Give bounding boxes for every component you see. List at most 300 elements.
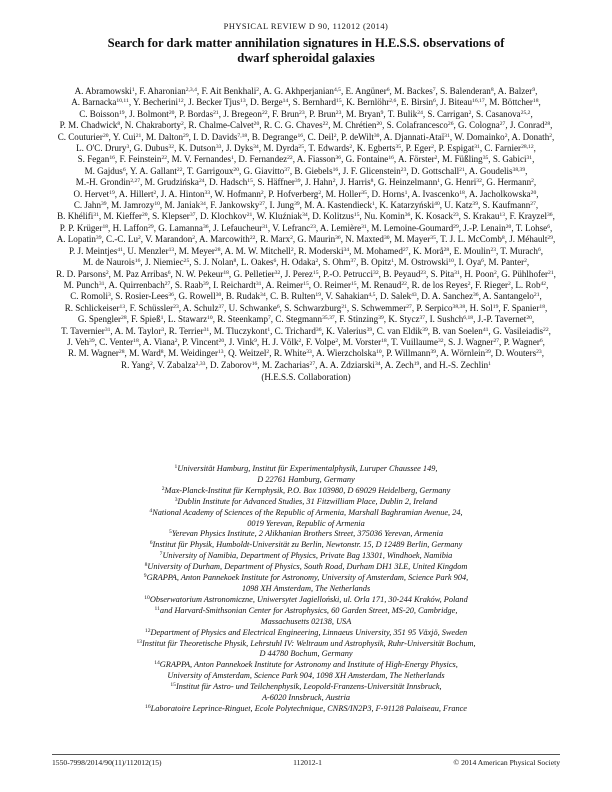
author-name-text: A. Zech [384,359,414,370]
author-name [65,303,125,313]
author-name-text: A. Quirrenbach [108,279,165,290]
author-name-text: M. Gajdus [84,165,123,176]
author-affiliation-mark: 18 [459,189,465,196]
author-affiliation-mark: 37 [284,166,290,173]
author-affiliation-mark: 3 [161,326,165,333]
author-name [515,280,546,290]
author-name-text: T. Garrigoux [186,165,234,176]
author-affiliation-mark: 31 [98,280,105,287]
author-affiliation-mark: 6 [433,98,436,105]
author-affiliation-mark: 20 [376,121,383,128]
author-affiliation-mark: 33 [204,189,211,196]
author-name [345,234,389,244]
author-name-text: F. Rieger [475,279,509,290]
affiliation-line [96,639,516,650]
author-affiliation-mark: 19 [109,189,115,196]
author-name [493,326,549,336]
author-name-text: N. Chakraborty [124,120,182,131]
affiliation-text: Laboratoire Leprince-Ringuet, Ecole Polytechnique, CNRS/IN2P3, F-91128 Palaiseau, France [150,703,467,713]
author-name-text: V. Lefranc [272,222,311,233]
author-affiliation-mark: 36 [546,212,553,219]
author-name [250,97,288,107]
author-name-text: P. Eger [405,143,432,154]
author-name [73,189,114,199]
author-affiliation-mark: 33 [306,349,312,356]
author-name [213,223,268,233]
affiliation-text: Yerevan Physics Institute, 2 Alikhanian Brothers Street, 375036 Yerevan, Armenia [171,529,443,539]
author-name-text: P. J. Meintjes [69,245,118,256]
author-name-text: A. Santangelo [482,291,534,302]
author-affiliation-mark: 6 [481,258,484,265]
author-name [333,120,382,130]
author-name-text: S. Fegan [77,154,110,165]
author-affiliation-mark: 10 [207,315,213,322]
author-name [143,337,178,347]
author-affiliation-mark: 36 [335,235,341,242]
author-name [187,166,239,176]
author-affiliation-mark: 2 [431,144,435,151]
author-name [85,166,126,176]
author-name-text: P. deWilt [341,131,374,142]
author-affiliation-mark: 18 [102,223,109,230]
author-name [175,280,209,290]
author-affiliation-mark: 30 [373,132,380,139]
author-affiliation-mark: 35,37 [322,315,335,322]
affiliation-line [96,693,516,704]
author-name-text: G. Fontaine [345,154,389,165]
author-name [74,200,107,210]
author-affiliation-mark: 20 [218,337,225,344]
author-name-text: D. A. Sanchez [421,291,473,302]
author-affiliation-mark: 2 [290,235,293,242]
author-affiliation-mark: 36 [202,223,209,230]
author-name-text: M. Dyrda [263,143,299,154]
author-name [388,314,425,324]
author-name [512,132,553,142]
author-name [129,348,164,358]
author-name-text: S. Kaufmann [482,200,531,211]
author-name-text: A. Reimer [265,279,304,290]
author-affiliation-mark: 2 [335,337,339,344]
author-name [391,337,443,347]
author-name [469,166,525,176]
author-affiliation-mark: 22 [249,235,256,242]
author-name-text: D. Berge [250,97,283,108]
author-name-text: G. Hermann [486,177,532,188]
author-name-text: M. Paz Arribas [113,268,168,279]
author-affiliation-mark: 30 [383,235,390,242]
affiliation-text: National Academy of Sciences of the Republic of Armenia, Marshall Baghramian Avenue, 24, [152,507,463,517]
author-name [229,337,257,347]
author-name [217,314,271,324]
author-name-text: Nu. Komin [364,211,405,222]
affiliation-number: 1 [174,464,178,470]
author-affiliation-mark: 31 [255,280,262,287]
author-affiliation-mark: 2 [524,258,527,265]
author-name [257,177,300,187]
author-affiliation-mark: 34 [200,201,206,208]
author-name-text: L. Oakes [240,257,274,268]
author-affiliation-mark: 15 [312,269,319,276]
author-affiliation-mark: 2 [174,337,178,344]
author-name [226,291,266,301]
author-affiliation-mark: 16 [134,258,141,265]
author-name [179,291,222,301]
author-affiliation-mark: 4,5 [368,292,376,299]
author-affiliation-mark: 1 [437,178,441,185]
author-affiliation-mark: 18 [133,337,139,344]
author-name [394,234,436,244]
author-name [346,86,390,96]
author-name [364,211,410,221]
author-name-text: J. Dyks [225,143,254,154]
author-name-text: A. Donath [511,131,550,142]
author-affiliation-mark: 39 [378,315,384,322]
author-name [199,234,255,244]
author-affiliation-mark: 34 [260,292,266,299]
author-name [188,120,259,130]
author-name [238,154,292,164]
author-affiliation-mark: 28,12 [521,144,534,151]
author-name [257,211,308,221]
author-name [76,177,140,187]
author-affiliation-mark: 34 [253,144,259,151]
author-name [361,280,407,290]
author-name-text: S. Pita [430,268,455,279]
author-affiliation-mark: 10 [448,258,454,265]
author-affiliation-mark: 16 [251,360,258,367]
author-affiliation-mark: 27 [164,280,171,287]
affiliation-line [96,682,516,693]
author-name [476,109,531,119]
author-name [114,326,164,336]
affiliation-text: GRAPPA, Anton Pannekoek Institute for Astronomy and Institute of High-Energy Physics, [159,660,458,670]
author-affiliation-mark: 35 [361,189,367,196]
author-name [262,360,315,370]
author-name [308,132,337,142]
author-affiliation-mark: 6 [273,258,277,265]
author-names: A. Abramowski$^1$, F. Aharonian$^{2,3,4}$, F. Ait Benkhali$^2$, A. G. Akhperjanian$^{4,5}$, E. Angüner$^6$, M. Backes$^7$, S. Balenderan$^8$, A. Balzer$^9$, A. Barnacka$^{10,11}$, Y. Becherini$^{12}$, J. Becker Tjus$^{13}$, D. Berge$^{14}$, S. Bernhard$^{15}$, K. Bernlöhr$^{2,6}$, E. Birsin$^6$, J. Biteau$^{16,17}$, M. Böttcher$^{18}$, C. Boisson$^{19}$, J. Bolmont$^{20}$, P. Bordas$^{21}$, J. Bregeon$^{22}$, F. Brun$^{23}$, P. Brun$^{23}$, M. Bryan$^9$, T. Bulik$^{24}$, S. Carrigan$^2$, S. Casanova$^{25,2}$, P. M. Chadwick$^8$, N. Chakraborty$^2$, R. Chalme-Calvet$^{20}$, R. C. G. Chaves$^{22}$, M. Chrétien$^{20}$, S. Colafrancesco$^{26}$, G. Cologna$^{27}$, J. Conrad$^{28}$, C. Couturier$^{20}$, Y. Cui$^{21}$, M. Dalton$^{29}$, I. D. Davids$^{7,18}$, B. Degrange$^{16}$, C. Deil$^2$, P. deWilt$^{30}$, A. Djannati-Ataï$^{31}$, W. Domainko$^2$, A. Donath$^2$, L. O'C. Drury$^3$, G. Dubus$^{32}$, K. Dutson$^{33}$, J. Dyks$^{34}$, M. Dyrda$^{25}$, T. Edwards$^2$, K. Egberts$^{35}$, P. Eger$^2$, P. Espigat$^{31}$, C. Farnier$^{28,12}$, S. Fegan$^{16}$, F. Feinstein$^{22}$, M. V. Fernandes$^1$, D. Fernandez$^{22}$, A. Fiasson$^{36}$, G. Fontaine$^{16}$, A. Förster$^2$, M. Füßling$^{35}$, S. Gabici$^{31}$, M. Gajdus$^6$, Y. A. Gallant$^{22}$, T. Garrigoux$^{20}$, G. Giavitto$^{37}$, B. Giebels$^{16}$, J. F. Glicenstein$^{23}$, D. Gottschall$^{21}$, A. Goudelis$^{38,39}$, M.-H. Grondin$^{2,27}$, M. Grudzińska$^{24}$, D. Hadsch$^{15}$, S. Häffner$^{39}$, J. Hahn$^2$, J. Harris$^8$, G. Heinzelmann$^1$, G. Henri$^{32}$, G. Hermann$^2$, O. Hervet$^{19}$, A. Hillert$^2$, J. A. Hinton$^{33}$, W. Hofmann$^2$, P. Hofverberg$^2$, M. Holler$^{35}$, D. Horns$^1$, A. Ivascenko$^{18}$, A. Jacholkowska$^{20}$, C. Jahn$^{39}$, M. Jamrozy$^{10}$, M. Janiak$^{34}$, F. Jankowsky$^{27}$, I. Jung$^{39}$, M. A. Kastendieck$^1$, K. Katarzyński$^{40}$, U. Katz$^{39}$, S. Kaufmann$^{27}$, B. Khélifi$^{31}$, M. Kieffer$^{20}$, S. Klepser$^{37}$, D. Klochkov$^{21}$, W. Kluźniak$^{34}$, D. Kolitzus$^{15}$, Nu. Komin$^{36}$, K. Kosack$^{23}$, S. Krakau$^{13}$, F. Krayzel$^{36}$, P. P. Krüger$^{18}$, H. Laffon$^{29}$, G. Lamanna$^{36}$, J. Lefaucheur$^{31}$, V. Lefranc$^{23}$, A. Lemière$^{31}$, M. Lemoine-Goumard$^{29}$, J.-P. Lenain$^{20}$, T. Lohse$^6$, A. Lopatin$^{39}$, C.-C. Lu$^2$, V. Marandon$^2$, A. Marcowith$^{22}$, R. Marx$^2$, G. Maurin$^{36}$, N. Maxted$^{30}$, M. Mayer$^{35}$, T. J. L. McComb$^8$, J. Méhault$^{29}$, P. J. Meintjes$^{41}$, U. Menzler$^{13}$, M. Meyer$^{28}$, A. M. W. Mitchell$^2$, R. Moderski$^{34}$, M. Mohamed$^{27}$, K. Morå$^{28}$, E. Moulin$^{23}$, T. Murach$^6$, M. de Naurois$^{16}$, J. Niemiec$^{25}$, S. J. Nolan$^8$, L. Oakes$^6$, H. Odaka$^2$, S. Ohm$^{37}$, B. Opitz$^1$, M. Ostrowski$^{10}$, I. Oya$^6$, M. Panter$^2$, R. D. Parsons$^2$, M. Paz Arribas$^6$, N. W. Pekeur$^{18}$, G. Pelletier$^{32}$, J. Perez$^{15}$, P.-O. Petrucci$^{32}$, B. Peyaud$^{23}$, S. Pita$^{31}$, H. Poon$^2$, G. Pühlhofer$^{21}$, M. Punch$^{31}$, A. Quirrenbach$^{27}$, S. Raab$^{39}$, I. Reichardt$^{31}$, A. Reimer$^{15}$, O. Reimer$^{15}$, M. Renaud$^{22}$, R. de los Reyes$^2$, F. Rieger$^2$, L. Rob$^{42}$, C. Romoli$^3$, S. Rosier-Lees$^{36}$, G. Rowell$^{30}$, B. Rudak$^{34}$, C. B. Rulten$^{19}$, V. Sahakian$^{4,5}$, D. Salek$^{43}$, D. A. Sanchez$^{36}$, A. Santangelo$^{21}$, R. Schlickeiser$^{13}$, F. Schüssler$^{23}$, A. Schulz$^{37}$, U. Schwanke$^6$, S. Schwarzburg$^{21}$, S. Schwemmer$^{27}$, P. Serpico$^{38,38}$, H. Sol$^{19}$, F. Spanier$^{18}$, G. Spengler$^{28}$, F. Spieß$^1$, L. Stawarz$^{10}$, R. Steenkamp$^7$, C. Stegmann$^{35,37}$, F. Stinzing$^{39}$, K. Stycz$^{37}$, I. Sushch$^{6,18}$, J.-P. Tavernet$^{20}$, T. Tavernier$^{31}$, A. M. Taylor$^3$, R. Terrier$^{31}$, M. Tluczykont$^1$, C. Trichard$^{36}$, K. Valerius$^{39}$, C. van Eldik$^{39}$, B. van Soelen$^{41}$, G. Vasileiadis$^{22}$, J. Veh$^{39}$, C. Venter$^{18}$, A. Viana$^2$, P. Vincent$^{20}$, J. Vink$^9$, H. J. Völk$^2$, F. Volpe$^2$, M. Vorster$^{18}$, T. Vuillaume$^{32}$, S. J. Wagner$^{27}$, P. Wagner$^6$, R. M. Wagner$^{28}$, M. Ward$^8$, M. Weidinger$^{13}$, Q. Weitzel$^2$, R. White$^{33}$, A. Wierzcholska$^{10}$, P. Willmann$^{39}$, A. Wörnlein$^{39}$, D. Wouters$^{23}$, R. Yang$^2$, V. Zabalza$^{2,33}$, D. Zaborov$^{16}$, M. Zacharias$^{27}$, A. A. Zdziarski$^{34}$, A. Zech$^{19}$, and H.-S. Zechlin$^1$ [56,86,556,370]
author-affiliation-mark: 36 [404,212,411,219]
author-name-text: W. Hofmann [214,188,261,199]
author-name-text: R. C. G. Chaves [263,120,323,131]
author-name-text: R. Chalme-Calvet [188,120,254,131]
author-name [326,326,372,336]
author-name [119,189,156,199]
author-name-text: J. Bolmont [129,108,169,119]
author-name-text: F. Krayzel [509,211,547,222]
author-name [510,211,553,221]
author-affiliation-mark: 28 [214,246,221,253]
author-affiliation-mark: 22 [161,155,168,162]
author-name [263,143,304,153]
affiliation-list [96,464,516,715]
author-joiner: and [423,359,437,370]
author-name [244,166,290,176]
author-name-text: P. Vincent [182,336,219,347]
author-name [57,234,102,244]
author-name-text: K. Katarzyński [379,200,435,211]
author-name-text: L. O'C. Drury [76,143,127,154]
author-name [76,143,129,153]
author-name [83,257,141,267]
author-affiliation-mark: 31 [361,223,367,230]
author-name [399,257,454,267]
author-name [64,280,105,290]
author-affiliation-mark: 25,2 [520,109,531,116]
author-name [440,86,494,96]
author-name [394,86,436,96]
author-name-text: M. Mohamed [353,245,403,256]
author-name [445,177,482,187]
author-name [134,143,174,153]
author-name [121,360,153,370]
author-affiliation-mark: 2 [256,87,260,93]
affiliation-text: Max-Planck-Institut für Kernphysik, P.O. Box 103980, D 69029 Heidelberg, Germany [164,485,451,495]
author-name-text: D. Horns [371,188,405,199]
affiliation-text: 0019 Yerevan, Republic of Armenia [247,518,365,528]
author-name-text: F. Jankowsky [210,200,260,211]
author-name [444,200,478,210]
author-name [483,200,536,210]
author-name [343,337,387,347]
author-name [416,303,465,313]
author-affiliation-mark: 16,17 [472,98,485,105]
author-name-text: E. Birsin [400,97,434,108]
author-affiliation-mark: 1 [372,201,375,208]
author-name-text: D. Salek [379,291,412,302]
author-name [210,200,265,210]
author-name-text: F. Brun [272,108,300,119]
author-affiliation-mark: 16 [332,166,339,173]
author-name-text: S. Schwemmer [351,302,407,313]
author-name-text: C. Trichard [274,325,316,336]
author-name-text: R. M. Wagner [68,348,119,359]
author-name-text: G. Vasileiadis [492,325,544,336]
author-name [60,120,121,130]
author-name [275,326,322,336]
author-name [210,360,257,370]
author-affiliation-mark: 31 [262,223,268,230]
author-name-text: B. van Soelen [432,325,483,336]
author-name-text: R. Yang [121,359,150,370]
author-name [294,166,338,176]
author-affiliation-mark: 2 [531,178,534,185]
author-name-text: A. Wierzcholska [315,348,377,359]
affiliation-line [96,464,516,475]
author-name-text: T. Murach [500,245,538,256]
author-name [164,200,205,210]
author-name [415,211,459,221]
author-affiliation-mark: 23 [335,109,342,116]
author-affiliation-mark: 34 [302,212,308,219]
author-name [268,189,321,199]
author-name [503,303,545,313]
author-name-text: A. Lopatin [56,234,96,245]
author-affiliation-mark: 25 [183,258,190,265]
author-name [99,337,139,347]
author-affiliation-mark: 27 [259,201,265,208]
author-name-text: M. Ostrowski [398,257,449,268]
title-line: Search for dark matter annihilation signatures in H.E.S.S. observations of [107,36,505,50]
author-name [168,314,213,324]
author-name [488,257,526,267]
author-name-text: P. P. Krüger [59,222,103,233]
author-name-text: H. Laffon [112,222,149,233]
author-affiliation-mark: 43 [411,292,417,299]
author-name-text: M. Kieffer [103,211,142,222]
author-name-text: J. Méhault [509,234,548,245]
affiliation-entry [96,682,516,704]
author-name [274,348,312,358]
author-affiliation-mark: 15 [353,212,360,219]
author-name-text: H.-S. Zechlin [439,359,489,370]
affiliation-number: 15 [170,682,176,689]
author-name-text: J. Becker Tjus [188,97,241,108]
author-name-text: B. Degrange [251,131,298,142]
author-name [56,269,109,279]
author-name [387,120,454,130]
author-name-text: A. Abramowski [74,86,132,96]
author-affiliation-mark: 2 [181,121,184,128]
author-name [133,97,184,107]
affiliation-entry [96,628,516,639]
author-name-text: M. Backes [394,86,433,96]
author-name [357,143,401,153]
author-name [463,211,505,221]
author-affiliation-mark: 6 [547,223,550,230]
author-affiliation-mark: 12 [178,98,184,105]
author-name-text: T. Bulik [387,108,418,119]
author-name [67,337,95,347]
affiliation-entry [96,497,516,508]
author-affiliation-mark: 2 [153,189,157,196]
author-name-text: W. Domainko [454,131,505,142]
author-affiliation-mark: 6 [122,166,126,173]
author-name [71,97,129,107]
author-name [188,97,245,107]
author-affiliation-mark: 41 [117,246,123,253]
author-affiliation-mark: 9 [254,337,257,344]
affiliation-text: GRAPPA, Anton Pannekoek Institute for Astronomy, University of Amsterdam, Science Park 904, [146,573,469,583]
affiliation-entry [96,639,516,661]
affiliation-text: D 22761 Hamburg, Germany [257,474,355,484]
author-name [361,257,394,267]
author-name [454,132,507,142]
author-name-text: P. Bordas [178,108,214,119]
author-name [139,86,197,96]
author-name-text: E. Moulin [453,245,491,256]
author-name [225,246,294,256]
author-name-text: S. Carrigan [427,108,469,119]
author-name [119,154,167,164]
author-name [223,109,267,119]
author-name [326,189,367,199]
author-name [340,177,373,187]
author-name-text: J. Harris [340,177,371,188]
author-name [145,257,189,267]
author-name [69,246,123,256]
author-name-text: U. Schwanke [228,302,277,313]
author-affiliation-mark: 42 [540,280,547,287]
author-name [264,120,328,130]
author-name-text: J. Conrad [509,120,545,131]
author-affiliation-mark: 8 [501,235,505,242]
author-affiliation-mark: 29 [453,223,459,230]
author-affiliation-mark: 22 [401,280,407,287]
author-name [179,246,221,256]
author-name [111,200,160,210]
author-affiliation-mark: 27 [309,360,316,367]
author-affiliation-mark: 23 [173,303,179,310]
author-name [130,166,183,176]
author-name-text: K. Egberts [356,143,396,154]
author-name [108,280,170,290]
author-affiliation-mark: 13 [168,246,175,253]
author-affiliation-mark: 2 [192,235,196,242]
author-affiliation-mark: 1 [404,189,408,196]
author-name [152,211,195,221]
author-name-text: M. Mayer [394,234,431,245]
author-affiliation-mark: 2 [508,280,511,287]
author-name [75,86,135,96]
affiliation-number: 9 [143,573,147,580]
author-name-text: F. Volpe [305,336,336,347]
author-name [385,360,420,370]
author-name [115,291,174,301]
author-name [215,189,264,199]
author-name-text: T. Vuillaume [391,336,438,347]
author-affiliation-mark: 21 [246,212,253,219]
author-affiliation-mark: 6 [539,337,543,344]
author-name [261,337,301,347]
author-name [306,337,338,347]
author-name-text: M. Panter [488,257,525,268]
affiliation-entry [96,595,516,606]
author-name [440,234,504,244]
author-name-text: G. Dubus [133,143,169,154]
author-name-text: A. Viana [142,336,175,347]
author-affiliation-mark: 10 [154,201,160,208]
affiliation-entry [96,551,516,562]
author-affiliation-mark: 31 [93,212,99,219]
author-affiliation-mark: 6 [276,303,280,310]
author-name [113,132,142,142]
author-name-text: K. Valerius [326,325,367,336]
author-name-text: R. Marx [259,234,291,245]
author-name-text: F. Schüssler [129,302,174,313]
author-affiliation-mark: 2 [105,269,109,276]
author-name [130,303,179,313]
author-name [440,348,491,358]
author-name-text: R. D. Parsons [56,268,106,279]
author-name-text: H. Sol [469,302,493,313]
author-name [103,211,147,221]
author-name [406,143,434,153]
author-affiliation-mark: 27 [530,201,536,208]
author-name [281,257,318,267]
affiliation-line [96,704,516,715]
author-name-text: S. Balenderan [440,86,491,96]
author-name [183,303,224,313]
affiliation-entry [96,573,516,595]
author-name [439,143,480,153]
author-name [454,246,496,256]
author-name [475,280,511,290]
author-name [498,86,535,96]
author-affiliation-mark: 7 [268,315,271,322]
affiliation-text: Institut für Physik, Humboldt-Universität zu Berlin, Newtonstr. 15, D 12489 Berlin, Germany [152,540,463,550]
